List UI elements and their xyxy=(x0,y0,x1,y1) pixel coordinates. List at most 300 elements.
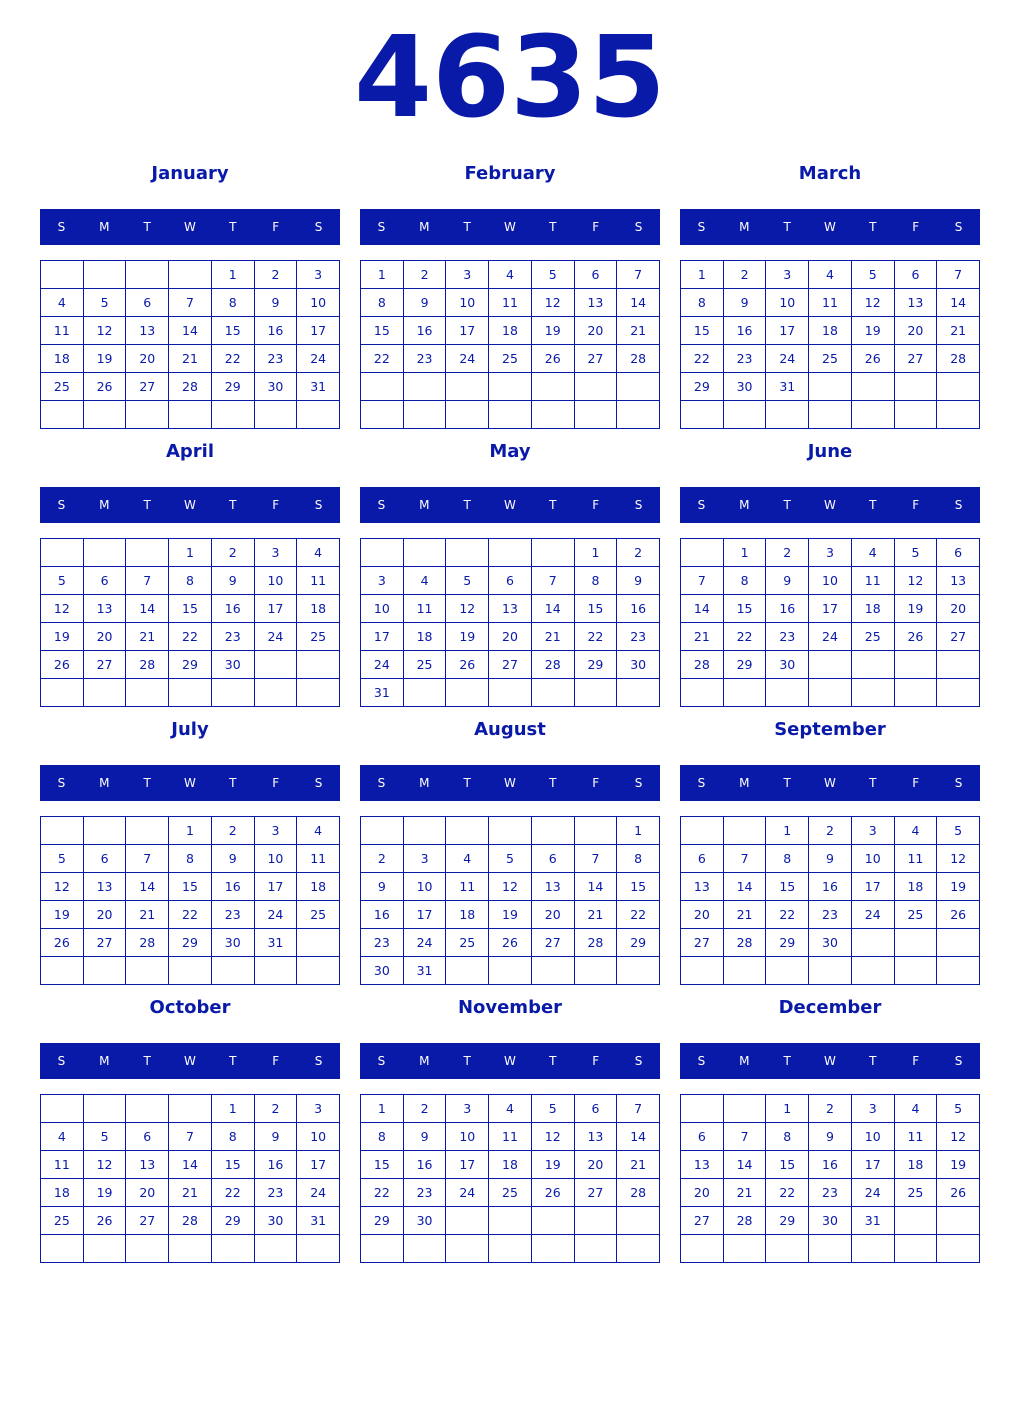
empty-day-cell xyxy=(852,651,895,679)
day-cell: 13 xyxy=(489,595,532,623)
day-cell: 4 xyxy=(297,817,340,845)
empty-day-cell xyxy=(41,401,84,429)
weekday-label: T xyxy=(869,498,877,512)
empty-day-cell xyxy=(809,1235,852,1263)
empty-day-cell xyxy=(404,817,447,845)
day-cell: 26 xyxy=(852,345,895,373)
day-cell: 7 xyxy=(169,1123,212,1151)
weekday-label: W xyxy=(824,1054,836,1068)
day-cell: 1 xyxy=(361,261,404,289)
day-cell: 22 xyxy=(766,1179,809,1207)
weekday-label: S xyxy=(697,1054,706,1068)
empty-day-cell xyxy=(404,1235,447,1263)
weekday-label: F xyxy=(912,220,920,234)
empty-day-cell xyxy=(84,401,127,429)
month-november xyxy=(360,993,660,1263)
day-cell: 16 xyxy=(212,873,255,901)
day-cell: 8 xyxy=(169,845,212,873)
day-cell: 18 xyxy=(404,623,447,651)
empty-day-cell xyxy=(169,679,212,707)
day-cell: 21 xyxy=(724,1179,767,1207)
empty-day-cell xyxy=(766,1235,809,1263)
day-cell: 5 xyxy=(84,289,127,317)
day-cell: 17 xyxy=(361,623,404,651)
empty-day-cell xyxy=(84,817,127,845)
empty-day-cell xyxy=(126,1235,169,1263)
day-cell: 27 xyxy=(532,929,575,957)
month-name: February xyxy=(464,163,556,184)
weekday-label: S xyxy=(314,1054,323,1068)
empty-day-cell xyxy=(532,1207,575,1235)
day-cell: 14 xyxy=(532,595,575,623)
day-cell: 16 xyxy=(212,595,255,623)
day-cell: 29 xyxy=(766,1207,809,1235)
empty-day-cell xyxy=(575,957,618,985)
day-cell: 19 xyxy=(41,901,84,929)
weekday-label: W xyxy=(184,1054,196,1068)
day-cell: 26 xyxy=(532,1179,575,1207)
day-cell: 2 xyxy=(809,817,852,845)
day-cell: 22 xyxy=(169,901,212,929)
month-july xyxy=(40,715,340,985)
day-cell: 18 xyxy=(895,873,938,901)
weekday-label: M xyxy=(99,498,110,512)
day-cell: 15 xyxy=(724,595,767,623)
day-cell: 6 xyxy=(532,845,575,873)
day-cell: 16 xyxy=(404,317,447,345)
empty-day-cell xyxy=(169,401,212,429)
weekday-header xyxy=(680,765,980,801)
day-cell: 12 xyxy=(895,567,938,595)
day-cell: 20 xyxy=(895,317,938,345)
day-cell: 26 xyxy=(84,1207,127,1235)
day-cell: 8 xyxy=(617,845,660,873)
empty-day-cell xyxy=(617,373,660,401)
day-cell: 9 xyxy=(361,873,404,901)
day-cell: 3 xyxy=(361,567,404,595)
day-cell: 2 xyxy=(255,1095,298,1123)
weekday-label: F xyxy=(592,498,600,512)
day-grid xyxy=(680,538,980,707)
month-name: April xyxy=(165,441,215,462)
day-cell: 25 xyxy=(489,345,532,373)
day-cell: 6 xyxy=(84,845,127,873)
weekday-label: T xyxy=(143,498,151,512)
weekday-label: T xyxy=(143,220,151,234)
day-cell: 6 xyxy=(489,567,532,595)
empty-day-cell xyxy=(895,1207,938,1235)
day-cell: 18 xyxy=(297,595,340,623)
day-cell: 11 xyxy=(41,317,84,345)
day-cell: 14 xyxy=(126,873,169,901)
day-cell: 8 xyxy=(681,289,724,317)
day-cell: 17 xyxy=(809,595,852,623)
day-cell: 3 xyxy=(446,261,489,289)
day-cell: 19 xyxy=(937,1151,980,1179)
day-cell: 28 xyxy=(532,651,575,679)
weekday-label: T xyxy=(549,776,557,790)
weekday-label: M xyxy=(419,220,430,234)
day-cell: 2 xyxy=(255,261,298,289)
month-name: December xyxy=(778,997,882,1018)
day-cell: 8 xyxy=(361,1123,404,1151)
empty-day-cell xyxy=(937,401,980,429)
day-cell: 10 xyxy=(446,1123,489,1151)
day-cell: 16 xyxy=(404,1151,447,1179)
empty-day-cell xyxy=(41,261,84,289)
day-cell: 29 xyxy=(575,651,618,679)
empty-day-cell xyxy=(575,679,618,707)
day-cell: 4 xyxy=(489,261,532,289)
day-cell: 8 xyxy=(575,567,618,595)
day-cell: 21 xyxy=(169,345,212,373)
day-cell: 16 xyxy=(617,595,660,623)
weekday-label: S xyxy=(377,776,386,790)
empty-day-cell xyxy=(446,401,489,429)
day-cell: 30 xyxy=(766,651,809,679)
day-cell: 19 xyxy=(84,345,127,373)
day-cell: 27 xyxy=(489,651,532,679)
weekday-label: W xyxy=(184,498,196,512)
weekday-label: M xyxy=(739,498,750,512)
weekday-label: S xyxy=(377,498,386,512)
weekday-label: T xyxy=(783,1054,791,1068)
empty-day-cell xyxy=(681,957,724,985)
day-cell: 15 xyxy=(212,317,255,345)
day-cell: 23 xyxy=(724,345,767,373)
day-cell: 25 xyxy=(446,929,489,957)
month-name: January xyxy=(151,163,229,184)
empty-day-cell xyxy=(575,817,618,845)
empty-day-cell xyxy=(766,401,809,429)
empty-day-cell xyxy=(937,373,980,401)
day-grid xyxy=(360,538,660,707)
weekday-label: M xyxy=(419,776,430,790)
day-cell: 14 xyxy=(617,289,660,317)
day-cell: 6 xyxy=(575,261,618,289)
day-cell: 2 xyxy=(724,261,767,289)
day-cell: 15 xyxy=(169,873,212,901)
day-cell: 11 xyxy=(41,1151,84,1179)
weekday-label: T xyxy=(143,776,151,790)
weekday-header xyxy=(360,765,660,801)
weekday-label: T xyxy=(229,1054,237,1068)
weekday-label: T xyxy=(229,776,237,790)
empty-day-cell xyxy=(809,679,852,707)
day-cell: 18 xyxy=(809,317,852,345)
day-cell: 9 xyxy=(255,289,298,317)
empty-day-cell xyxy=(41,957,84,985)
day-cell: 28 xyxy=(617,345,660,373)
weekday-label: F xyxy=(592,1054,600,1068)
day-cell: 14 xyxy=(169,317,212,345)
weekday-label: W xyxy=(824,220,836,234)
day-cell: 2 xyxy=(809,1095,852,1123)
weekday-label: S xyxy=(57,498,66,512)
day-cell: 24 xyxy=(446,1179,489,1207)
day-cell: 14 xyxy=(724,873,767,901)
day-cell: 20 xyxy=(937,595,980,623)
day-cell: 10 xyxy=(446,289,489,317)
day-cell: 29 xyxy=(681,373,724,401)
day-cell: 9 xyxy=(255,1123,298,1151)
empty-day-cell xyxy=(297,1235,340,1263)
empty-day-cell xyxy=(895,929,938,957)
day-cell: 1 xyxy=(212,1095,255,1123)
day-cell: 28 xyxy=(169,1207,212,1235)
day-cell: 25 xyxy=(895,1179,938,1207)
day-cell: 6 xyxy=(937,539,980,567)
day-cell: 26 xyxy=(937,901,980,929)
empty-day-cell xyxy=(937,651,980,679)
day-cell: 18 xyxy=(895,1151,938,1179)
day-cell: 13 xyxy=(126,317,169,345)
day-cell: 11 xyxy=(404,595,447,623)
day-grid xyxy=(40,538,340,707)
weekday-label: F xyxy=(272,776,280,790)
empty-day-cell xyxy=(937,1235,980,1263)
day-cell: 12 xyxy=(84,317,127,345)
weekday-label: W xyxy=(184,776,196,790)
weekday-label: S xyxy=(954,1054,963,1068)
day-cell: 1 xyxy=(361,1095,404,1123)
day-grid xyxy=(40,260,340,429)
empty-day-cell xyxy=(297,957,340,985)
day-cell: 22 xyxy=(681,345,724,373)
day-cell: 10 xyxy=(404,873,447,901)
day-cell: 19 xyxy=(895,595,938,623)
weekday-label: S xyxy=(697,498,706,512)
day-grid xyxy=(680,260,980,429)
day-cell: 5 xyxy=(937,1095,980,1123)
day-cell: 24 xyxy=(404,929,447,957)
empty-day-cell xyxy=(852,373,895,401)
day-cell: 25 xyxy=(809,345,852,373)
day-cell: 27 xyxy=(84,651,127,679)
day-cell: 12 xyxy=(489,873,532,901)
day-cell: 31 xyxy=(361,679,404,707)
weekday-label: W xyxy=(824,498,836,512)
weekday-label: S xyxy=(697,220,706,234)
empty-day-cell xyxy=(126,1095,169,1123)
month-february xyxy=(360,159,660,429)
weekday-label: T xyxy=(229,220,237,234)
day-cell: 15 xyxy=(169,595,212,623)
weekday-label: F xyxy=(272,1054,280,1068)
day-cell: 4 xyxy=(41,1123,84,1151)
month-october xyxy=(40,993,340,1263)
day-cell: 17 xyxy=(404,901,447,929)
day-cell: 5 xyxy=(532,261,575,289)
day-cell: 2 xyxy=(617,539,660,567)
weekday-label: W xyxy=(504,498,516,512)
day-cell: 11 xyxy=(297,845,340,873)
weekday-label: M xyxy=(99,776,110,790)
weekday-label: M xyxy=(419,498,430,512)
day-cell: 2 xyxy=(404,261,447,289)
empty-day-cell xyxy=(617,401,660,429)
day-cell: 17 xyxy=(446,317,489,345)
day-cell: 18 xyxy=(41,345,84,373)
day-cell: 4 xyxy=(489,1095,532,1123)
day-cell: 31 xyxy=(297,373,340,401)
day-cell: 19 xyxy=(489,901,532,929)
weekday-label: S xyxy=(634,498,643,512)
day-cell: 11 xyxy=(895,845,938,873)
day-cell: 21 xyxy=(169,1179,212,1207)
day-cell: 14 xyxy=(169,1151,212,1179)
day-cell: 13 xyxy=(532,873,575,901)
weekday-label: T xyxy=(869,220,877,234)
empty-day-cell xyxy=(84,261,127,289)
empty-day-cell xyxy=(41,1235,84,1263)
day-cell: 17 xyxy=(852,873,895,901)
day-cell: 24 xyxy=(297,345,340,373)
day-grid xyxy=(40,1094,340,1263)
empty-day-cell xyxy=(404,401,447,429)
day-cell: 19 xyxy=(532,317,575,345)
weekday-label: M xyxy=(739,776,750,790)
day-cell: 20 xyxy=(126,345,169,373)
day-cell: 10 xyxy=(255,845,298,873)
day-cell: 17 xyxy=(852,1151,895,1179)
empty-day-cell xyxy=(895,373,938,401)
day-cell: 7 xyxy=(617,1095,660,1123)
day-cell: 29 xyxy=(617,929,660,957)
day-cell: 27 xyxy=(126,373,169,401)
day-cell: 31 xyxy=(852,1207,895,1235)
day-cell: 27 xyxy=(681,929,724,957)
empty-day-cell xyxy=(895,651,938,679)
day-cell: 19 xyxy=(532,1151,575,1179)
weekday-label: F xyxy=(912,1054,920,1068)
day-cell: 7 xyxy=(532,567,575,595)
day-cell: 29 xyxy=(724,651,767,679)
month-name: June xyxy=(807,441,853,462)
empty-day-cell xyxy=(617,1235,660,1263)
day-cell: 26 xyxy=(489,929,532,957)
day-cell: 28 xyxy=(617,1179,660,1207)
day-grid xyxy=(360,816,660,985)
day-cell: 22 xyxy=(361,345,404,373)
empty-day-cell xyxy=(169,1235,212,1263)
month-name: August xyxy=(474,719,546,740)
empty-day-cell xyxy=(895,1235,938,1263)
empty-day-cell xyxy=(724,679,767,707)
day-cell: 10 xyxy=(852,845,895,873)
day-cell: 6 xyxy=(895,261,938,289)
empty-day-cell xyxy=(809,373,852,401)
day-cell: 26 xyxy=(41,651,84,679)
empty-day-cell xyxy=(681,1235,724,1263)
empty-day-cell xyxy=(532,373,575,401)
day-cell: 16 xyxy=(255,317,298,345)
day-cell: 6 xyxy=(681,845,724,873)
day-cell: 22 xyxy=(575,623,618,651)
day-cell: 8 xyxy=(766,1123,809,1151)
day-cell: 31 xyxy=(255,929,298,957)
day-cell: 15 xyxy=(361,317,404,345)
month-name: November xyxy=(457,997,563,1018)
day-cell: 23 xyxy=(404,1179,447,1207)
day-cell: 30 xyxy=(361,957,404,985)
day-cell: 11 xyxy=(489,289,532,317)
day-cell: 29 xyxy=(212,373,255,401)
weekday-label: S xyxy=(57,1054,66,1068)
empty-day-cell xyxy=(724,1235,767,1263)
weekday-label: T xyxy=(869,1054,877,1068)
day-cell: 9 xyxy=(617,567,660,595)
day-cell: 31 xyxy=(404,957,447,985)
weekday-label: S xyxy=(377,220,386,234)
day-cell: 15 xyxy=(681,317,724,345)
day-cell: 30 xyxy=(809,1207,852,1235)
weekday-header xyxy=(40,209,340,245)
day-cell: 29 xyxy=(766,929,809,957)
day-cell: 26 xyxy=(41,929,84,957)
empty-day-cell xyxy=(575,1235,618,1263)
empty-day-cell xyxy=(532,679,575,707)
day-cell: 21 xyxy=(617,1151,660,1179)
day-cell: 5 xyxy=(41,567,84,595)
weekday-label: T xyxy=(463,220,471,234)
day-cell: 12 xyxy=(41,595,84,623)
day-cell: 2 xyxy=(766,539,809,567)
day-cell: 8 xyxy=(169,567,212,595)
month-december xyxy=(680,993,980,1263)
day-cell: 20 xyxy=(575,1151,618,1179)
day-cell: 25 xyxy=(297,901,340,929)
empty-day-cell xyxy=(361,817,404,845)
day-cell: 19 xyxy=(937,873,980,901)
day-cell: 9 xyxy=(212,567,255,595)
empty-day-cell xyxy=(766,679,809,707)
day-cell: 28 xyxy=(724,929,767,957)
empty-day-cell xyxy=(446,679,489,707)
empty-day-cell xyxy=(681,679,724,707)
day-cell: 16 xyxy=(809,1151,852,1179)
empty-day-cell xyxy=(681,817,724,845)
day-cell: 19 xyxy=(84,1179,127,1207)
day-cell: 30 xyxy=(255,1207,298,1235)
day-cell: 7 xyxy=(724,845,767,873)
day-cell: 2 xyxy=(212,817,255,845)
day-cell: 10 xyxy=(809,567,852,595)
empty-day-cell xyxy=(212,957,255,985)
empty-day-cell xyxy=(41,679,84,707)
day-cell: 20 xyxy=(681,901,724,929)
day-cell: 21 xyxy=(126,623,169,651)
empty-day-cell xyxy=(361,373,404,401)
empty-day-cell xyxy=(255,679,298,707)
empty-day-cell xyxy=(681,1095,724,1123)
day-cell: 12 xyxy=(937,1123,980,1151)
day-cell: 23 xyxy=(212,623,255,651)
day-cell: 30 xyxy=(212,651,255,679)
weekday-label: W xyxy=(504,776,516,790)
day-cell: 13 xyxy=(937,567,980,595)
empty-day-cell xyxy=(724,1095,767,1123)
day-cell: 10 xyxy=(766,289,809,317)
day-cell: 11 xyxy=(489,1123,532,1151)
day-cell: 18 xyxy=(41,1179,84,1207)
month-name: May xyxy=(489,441,531,462)
empty-day-cell xyxy=(724,957,767,985)
day-cell: 8 xyxy=(724,567,767,595)
day-cell: 3 xyxy=(297,261,340,289)
day-grid xyxy=(360,1094,660,1263)
day-cell: 2 xyxy=(212,539,255,567)
